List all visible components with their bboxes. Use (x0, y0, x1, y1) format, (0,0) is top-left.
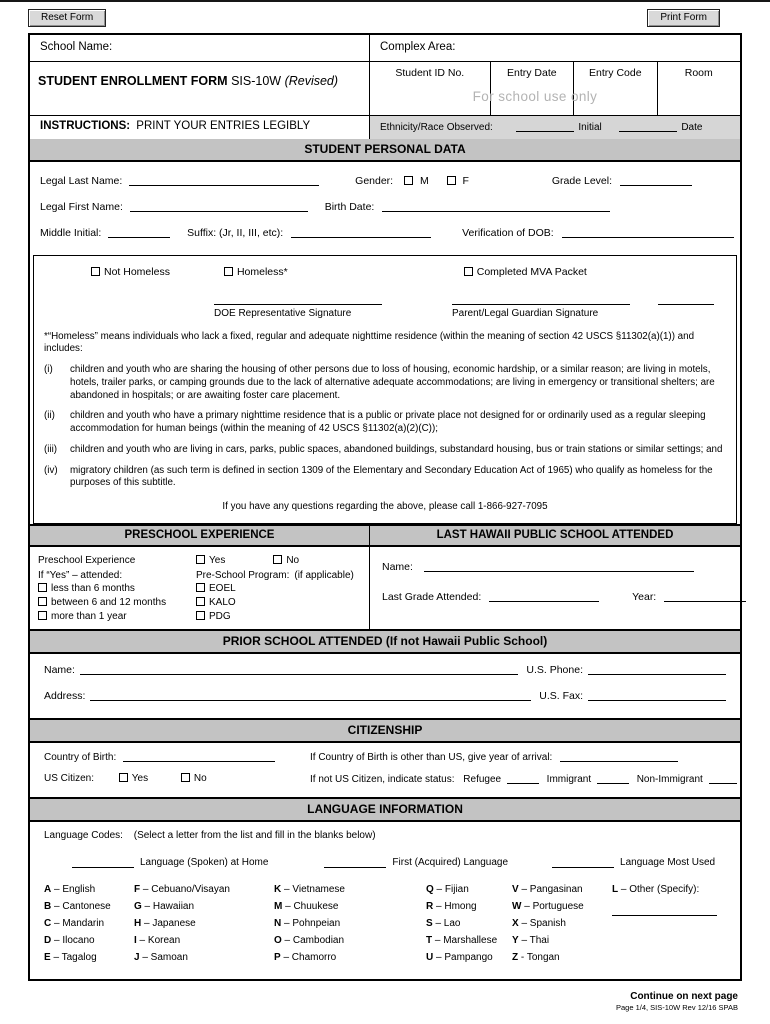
more-than-1yr-label: more than 1 year (51, 610, 127, 622)
entry-date-header: Entry Date (507, 67, 557, 79)
complex-area-cell[interactable] (370, 35, 740, 61)
us-fax-field[interactable] (588, 690, 726, 701)
last-grade-field[interactable] (489, 591, 599, 602)
form-code: SIS-10W (231, 74, 282, 88)
program-option-2[interactable] (196, 596, 236, 609)
homeless-item-number: (ii) (44, 410, 55, 422)
language-section-header: LANGUAGE INFORMATION (30, 797, 740, 822)
kalo-label: KALO (209, 596, 236, 608)
language-column (612, 884, 726, 969)
ethnicity-date-label: Date (681, 122, 703, 133)
preschool-option-row (38, 596, 361, 609)
preschool-no-checkbox[interactable] (273, 555, 282, 564)
legal-last-name-label: Legal Last Name: (40, 175, 123, 187)
program-option-1[interactable] (196, 582, 236, 595)
us-citizen-group (44, 773, 310, 785)
gender-f-label: F (462, 175, 469, 187)
last-school-name-field[interactable] (424, 561, 694, 572)
language-section (30, 822, 740, 979)
homeless-item (44, 410, 726, 435)
personal-row-2 (40, 201, 730, 213)
dob-verification-label: Verification of DOB: (462, 227, 554, 239)
grade-level-field[interactable] (620, 175, 692, 186)
page-revision-note: Page 1/4, SIS-10W Rev 12/16 SPAB (615, 1002, 738, 1012)
prior-address-label: Address: (44, 689, 86, 702)
arrival-group (310, 751, 678, 763)
language-code-item: T – Marshallese (426, 934, 498, 946)
instructions-cell (30, 116, 370, 139)
less-than-6-label: less than 6 months (51, 582, 135, 594)
language-code-item: C – Mandarin (44, 917, 105, 929)
language-code-item: P – Chamorro (274, 951, 337, 963)
language-code-item: O – Cambodian (274, 934, 345, 946)
ethnicity-label: Ethnicity/Race Observed: (380, 122, 493, 133)
language-grid (44, 884, 726, 969)
immigrant-label: Immigrant (546, 773, 592, 785)
language-column (512, 884, 612, 969)
language-most-used-field[interactable] (552, 857, 614, 868)
language-code-item: K – Vietnamese (274, 883, 345, 895)
language-code-item: V – Pangasinan (512, 883, 583, 895)
language-code-item: Z - Tongan (512, 951, 560, 963)
language-codes-hint: (Select a letter from the list and fill in the blanks below) (133, 829, 376, 841)
preschool-yes-checkbox[interactable] (196, 555, 205, 564)
homeless-item-text: children and youth who are living in cars, parks, public spaces, abandoned buildings, substandard housing, bus or train stations or similar settings; and (70, 443, 723, 455)
ethnicity-initial-label: Initial (578, 122, 602, 133)
language-code-item: L – Other (Specify): (612, 883, 700, 895)
year-label: Year: (632, 590, 657, 603)
print-form-button[interactable]: Print Form (647, 9, 720, 27)
preschool-yes-option[interactable] (196, 555, 225, 566)
homeless-definition: *“Homeless” means individuals who lack a fixed, regular and adequate nighttime residence (within the meaning of section 42 USCS §11302(a)(1)) and includes: (44, 330, 695, 355)
us-fax-label: U.S. Fax: (539, 689, 583, 702)
last-school-name-label: Name: (382, 560, 413, 573)
prior-address-row (44, 690, 726, 702)
homeless-checkbox[interactable] (224, 267, 233, 276)
homeless-item-number: (i) (44, 364, 53, 376)
last-grade-label: Last Grade Attended: (382, 590, 482, 603)
citizen-no-label: No (193, 772, 207, 784)
preschool-yes-label: Yes (209, 554, 226, 566)
eoel-label: EOEL (209, 582, 236, 594)
last-school-section (370, 547, 758, 629)
language-column (44, 884, 134, 969)
last-school-section-header: LAST HAWAII PUBLIC SCHOOL ATTENDED (370, 524, 740, 547)
language-code-item: I – Korean (134, 934, 181, 946)
form-title-cell (30, 62, 370, 115)
mva-packet-label: Completed MVA Packet (476, 266, 587, 278)
homeless-checkbox-row (44, 266, 726, 280)
toolbar (0, 0, 770, 27)
country-of-birth-group (44, 751, 310, 763)
language-code-item: F – Cebuano/Visayan (134, 883, 230, 895)
homeless-item (44, 444, 726, 457)
homeless-item (44, 465, 726, 490)
personal-row-1 (40, 175, 730, 187)
year-field[interactable] (664, 591, 746, 602)
birth-date-field[interactable] (382, 201, 610, 212)
legal-last-name-field[interactable] (129, 175, 319, 186)
between-6-12-checkbox[interactable] (38, 597, 47, 606)
preschool-section (30, 547, 370, 629)
language-first-field[interactable] (324, 857, 386, 868)
duration-option-3[interactable] (38, 610, 196, 623)
not-homeless-checkbox[interactable] (91, 267, 100, 276)
personal-data-section-header: STUDENT PERSONAL DATA (30, 139, 740, 162)
language-codes-row (44, 830, 726, 841)
citizen-yes-checkbox[interactable] (119, 773, 128, 782)
language-codes-label: Language Codes: (44, 829, 123, 841)
homeless-item-number: (iii) (44, 443, 58, 455)
kalo-checkbox[interactable] (196, 597, 205, 606)
language-home-field[interactable] (72, 857, 134, 868)
language-code-item: B – Cantonese (44, 900, 111, 912)
prior-name-row (44, 664, 726, 676)
not-homeless-label: Not Homeless (104, 266, 170, 278)
preschool-subhead-row (38, 570, 361, 581)
personal-data-section (30, 162, 740, 255)
ethnicity-date-field[interactable] (619, 121, 677, 132)
school-name-label: School Name: (40, 41, 113, 53)
doe-signature-label: DOE Representative Signature (214, 307, 352, 319)
prior-name-field[interactable] (80, 664, 518, 675)
mva-packet-checkbox[interactable] (464, 267, 473, 276)
preschool-no-option[interactable] (273, 555, 299, 566)
continue-note: Continue on next page (630, 990, 738, 1002)
form-title: STUDENT ENROLLMENT FORM (38, 74, 228, 88)
header-row-1 (30, 35, 740, 62)
citizen-no-option[interactable] (181, 773, 207, 784)
birth-date-label: Birth Date: (324, 201, 375, 213)
homeless-item-text: children and youth who have a primary nighttime residence that is a public or private place not designed for or ordinarily used as a regular sleeping accommodation for human beings (within the meaning of 42 USCS §11302(a)(2)(C)); (70, 410, 706, 435)
two-column-body (30, 547, 740, 629)
homeless-section (33, 255, 737, 524)
last-grade-row (382, 591, 746, 603)
homeless-item-text: migratory children (as such term is defined in section 1309 of the Elementary and Secondary Education Act of 1965) who qualify as homeless for the purposes of this subtitle. (70, 464, 713, 489)
prior-name-label: Name: (44, 663, 75, 676)
arrival-label: If Country of Birth is other than US, give year of arrival: (310, 751, 553, 763)
page-footer (0, 991, 738, 1012)
homeless-item (44, 364, 726, 402)
preschool-no-label: No (286, 554, 300, 566)
pdg-label: PDG (209, 610, 231, 622)
signature-row (44, 304, 726, 320)
prior-school-section (30, 654, 740, 718)
header-row-2 (30, 62, 740, 116)
legal-first-name-field[interactable] (130, 201, 308, 212)
doe-signature-line[interactable] (214, 304, 382, 320)
language-blanks-row (72, 857, 726, 868)
parent-signature-label: Parent/Legal Guardian Signature (452, 307, 599, 319)
language-most-used-label: Language Most Used (620, 856, 716, 868)
reset-form-button[interactable]: Reset Form (28, 9, 106, 27)
language-code-item: X – Spanish (512, 917, 566, 929)
language-code-item: H – Japanese (134, 917, 196, 929)
personal-row-3 (40, 227, 730, 239)
header-row-3 (30, 116, 740, 139)
language-column (134, 884, 274, 969)
last-school-name-row (382, 561, 746, 573)
preschool-program-hint: (if applicable) (294, 569, 354, 581)
preschool-experience-row (38, 555, 361, 566)
homeless-item-text: children and youth who are sharing the housing of other persons due to loss of housing, economic hardship, or a similar reason; are living in motels, hotels, trailer parks, or camping grounds due to the lack of alternative adequate accommodations; are living in emergency or transitional shelters; are abandoned in hospitals; or are awaiting foster care placement. (70, 364, 715, 401)
language-code-item: G – Hawaiian (134, 900, 195, 912)
homeless-option[interactable] (224, 266, 288, 280)
language-code-item: Q – Fijian (426, 883, 469, 895)
parent-signature-line[interactable] (452, 304, 630, 320)
preschool-section-header: PRESCHOOL EXPERIENCE (30, 524, 370, 547)
legal-first-name-label: Legal First Name: (40, 201, 123, 213)
complex-area-label: Complex Area: (380, 41, 456, 53)
more-than-1yr-checkbox[interactable] (38, 611, 47, 620)
student-id-header: Student ID No. (395, 67, 465, 79)
language-column (274, 884, 426, 969)
not-homeless-option[interactable] (91, 266, 170, 280)
homeless-label: Homeless* (236, 266, 288, 278)
homeless-questions-line: If you have any questions regarding the above, please call 1-866-927-7095 (222, 500, 548, 512)
citizen-yes-label: Yes (131, 772, 149, 784)
citizenship-row-2 (44, 773, 726, 785)
eoel-checkbox[interactable] (196, 583, 205, 592)
refugee-label: Refugee (463, 773, 502, 785)
enrollment-form (28, 33, 742, 981)
immigrant-field[interactable] (597, 773, 629, 784)
country-of-birth-label: Country of Birth: (44, 751, 117, 763)
language-code-item: R – Hmong (426, 900, 477, 912)
language-other-field[interactable] (612, 905, 717, 916)
language-column (426, 884, 512, 969)
country-of-birth-field[interactable] (123, 751, 275, 762)
suffix-label: Suffix: (Jr, II, III, etc): (187, 227, 284, 239)
if-yes-attended-label: If “Yes” – attended: (38, 569, 123, 581)
language-code-item: W – Portuguese (512, 900, 584, 912)
ethnicity-initial-field[interactable] (516, 121, 574, 132)
language-first-label: First (Acquired) Language (392, 856, 509, 868)
prior-school-section-header: PRIOR SCHOOL ATTENDED (If not Hawaii Public School) (30, 629, 740, 654)
non-immigrant-label: Non-Immigrant (636, 773, 703, 785)
ethnicity-cell (370, 116, 740, 139)
language-code-item: N – Pohnpeian (274, 917, 341, 929)
entry-code-header: Entry Code (589, 67, 642, 79)
school-name-cell[interactable] (30, 35, 370, 61)
instructions-text: PRINT YOUR ENTRIES LEGIBLY (136, 120, 311, 132)
us-citizen-label: US Citizen: (44, 772, 95, 784)
less-than-6-checkbox[interactable] (38, 583, 47, 592)
language-code-item: M – Chuukese (274, 900, 339, 912)
middle-initial-label: Middle Initial: (40, 227, 102, 239)
language-code-item: A – English (44, 883, 96, 895)
gender-label: Gender: (355, 175, 394, 187)
program-option-3[interactable] (196, 610, 231, 623)
citizenship-section-header: CITIZENSHIP (30, 718, 740, 743)
mva-packet-option[interactable] (464, 266, 587, 280)
homeless-item-number: (iv) (44, 464, 58, 476)
gender-m-checkbox[interactable] (404, 176, 413, 185)
refugee-field[interactable] (507, 773, 539, 784)
citizen-no-checkbox[interactable] (181, 773, 190, 782)
for-school-use-watermark: For school use only (472, 89, 598, 104)
language-code-item: Y – Thai (512, 934, 550, 946)
prior-address-field[interactable] (90, 690, 531, 701)
citizenship-row-1 (44, 751, 726, 763)
non-immigrant-field[interactable] (709, 773, 737, 784)
citizen-yes-option[interactable] (119, 773, 148, 784)
arrival-year-field[interactable] (560, 751, 678, 762)
language-code-item: U – Pampango (426, 951, 493, 963)
citizenship-section (30, 743, 740, 797)
preschool-experience-label: Preschool Experience (38, 554, 136, 566)
form-revised: (Revised) (284, 74, 339, 88)
language-code-item: D – Ilocano (44, 934, 95, 946)
between-6-12-label: between 6 and 12 months (51, 596, 167, 608)
language-home-label: Language (Spoken) at Home (140, 856, 269, 868)
us-phone-field[interactable] (588, 664, 726, 675)
gender-f-checkbox[interactable] (447, 176, 456, 185)
room-header: Room (684, 67, 713, 79)
suffix-field[interactable] (291, 227, 431, 238)
pdg-checkbox[interactable] (196, 611, 205, 620)
language-code-item: E – Tagalog (44, 951, 97, 963)
dob-verification-field[interactable] (562, 227, 734, 238)
two-column-headers (30, 524, 740, 547)
preschool-program-label: Pre-School Program: (196, 569, 290, 581)
preschool-option-row (38, 610, 361, 623)
signature-extra-line[interactable] (658, 304, 714, 314)
instructions-label: INSTRUCTIONS: (40, 120, 131, 132)
middle-initial-field[interactable] (108, 227, 170, 238)
office-use-table (370, 62, 740, 115)
preschool-option-row (38, 582, 361, 595)
gender-m-label: M (419, 175, 429, 187)
grade-level-label: Grade Level: (551, 175, 613, 187)
language-code-item: J – Samoan (134, 951, 188, 963)
language-code-item: S – Lao (426, 917, 461, 929)
top-border-line (0, 0, 770, 2)
us-phone-label: U.S. Phone: (526, 663, 583, 676)
citizen-status-label: If not US Citizen, indicate status: (310, 773, 455, 785)
duration-option-1[interactable] (38, 582, 196, 595)
duration-option-2[interactable] (38, 596, 196, 609)
citizen-status-group (310, 773, 737, 785)
